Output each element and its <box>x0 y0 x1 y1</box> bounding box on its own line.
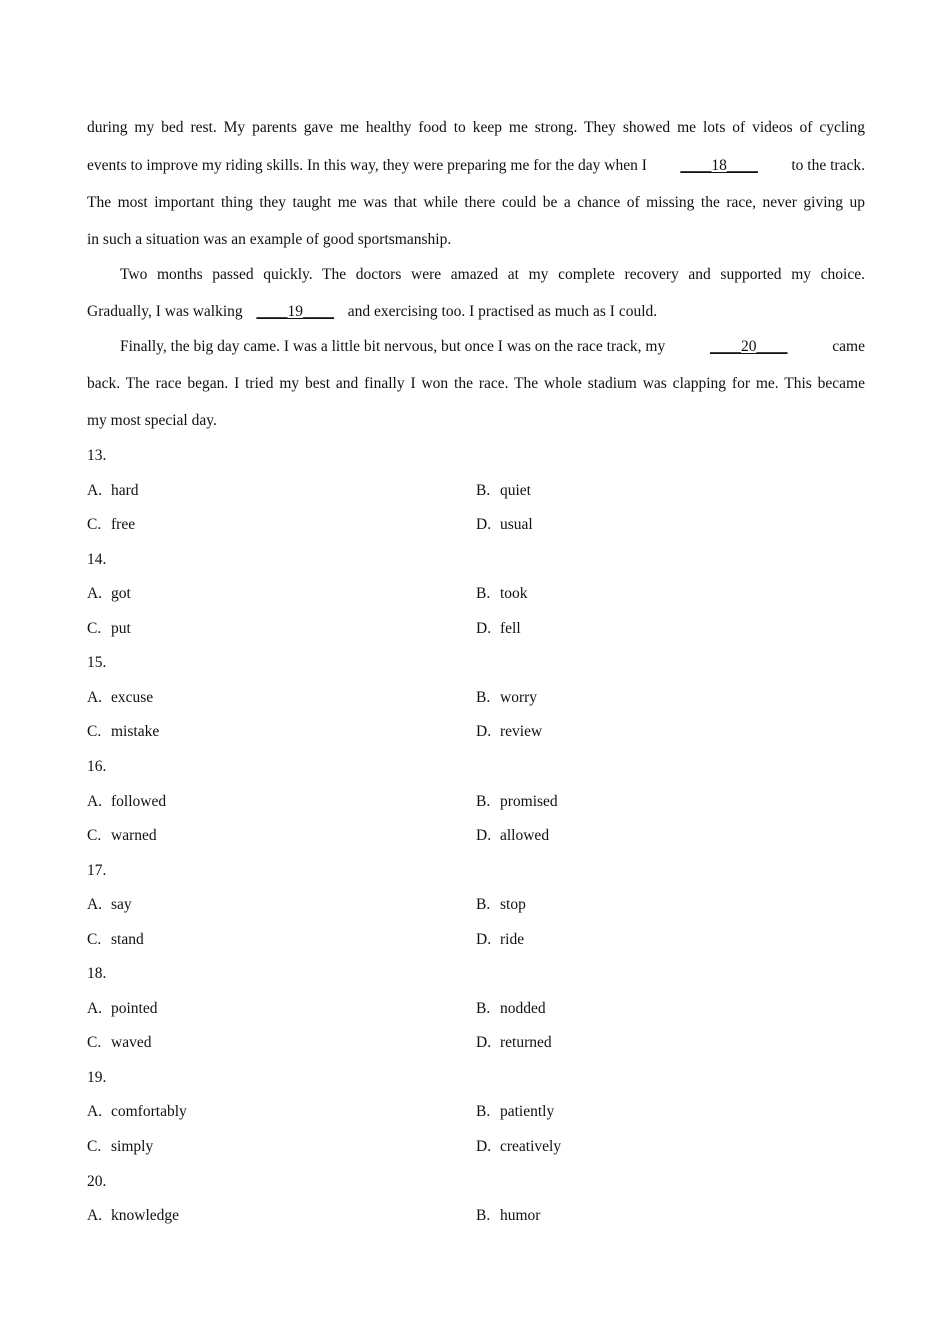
option-letter: B. <box>476 1000 491 1017</box>
option-b[interactable] <box>476 895 526 915</box>
option-text: fell <box>500 620 521 637</box>
option-letter: A. <box>87 482 103 499</box>
option-text: took <box>500 585 528 602</box>
option-text: patiently <box>500 1103 555 1120</box>
option-b[interactable] <box>476 999 546 1019</box>
option-text: warned <box>111 827 157 844</box>
option-letter: B. <box>476 585 491 602</box>
question-number: 13. <box>87 447 107 464</box>
option-letter: A. <box>87 896 103 913</box>
option-text: pointed <box>111 1000 158 1017</box>
option-text: nodded <box>500 1000 546 1017</box>
passage-line <box>87 156 865 176</box>
option-letter: D. <box>476 1138 492 1155</box>
option-letter: D. <box>476 516 492 533</box>
passage-line: my most special day. <box>87 412 217 429</box>
option-d[interactable] <box>476 722 542 742</box>
option-letter: C. <box>87 723 102 740</box>
option-text: allowed <box>500 827 550 844</box>
option-text: stand <box>111 931 144 948</box>
option-text: comfortably <box>111 1103 187 1120</box>
option-b[interactable] <box>476 481 531 501</box>
option-letter: B. <box>476 689 491 706</box>
passage-line <box>87 302 865 322</box>
option-c[interactable] <box>87 1033 151 1053</box>
question-number: 18. <box>87 965 107 982</box>
option-letter: D. <box>476 827 492 844</box>
passage-text: Gradually, I was walking <box>87 303 243 320</box>
option-a[interactable] <box>87 999 158 1019</box>
option-b[interactable] <box>476 1206 540 1226</box>
option-letter: C. <box>87 1138 102 1155</box>
question-number: 19. <box>87 1069 107 1086</box>
option-letter: D. <box>476 723 492 740</box>
option-letter: A. <box>87 1207 103 1224</box>
option-b[interactable] <box>476 584 528 604</box>
option-letter: B. <box>476 1103 491 1120</box>
option-a[interactable] <box>87 584 131 604</box>
option-text: excuse <box>111 689 154 706</box>
option-text: worry <box>500 689 538 706</box>
option-d[interactable] <box>476 826 549 846</box>
passage-line: The most important thing they taught me was that while there could be a chance of missing the race, never giving up <box>87 194 865 211</box>
option-letter: C. <box>87 827 102 844</box>
question-number: 20. <box>87 1173 107 1190</box>
option-d[interactable] <box>476 930 524 950</box>
option-a[interactable] <box>87 895 132 915</box>
option-letter: B. <box>476 482 491 499</box>
option-letter: C. <box>87 516 102 533</box>
option-text: quiet <box>500 482 531 499</box>
option-text: hard <box>111 482 139 499</box>
option-d[interactable] <box>476 1033 552 1053</box>
option-c[interactable] <box>87 619 131 639</box>
option-c[interactable] <box>87 1137 153 1157</box>
option-text: stop <box>500 896 526 913</box>
option-letter: D. <box>476 1034 492 1051</box>
passage-line: Two months passed quickly. The doctors were amazed at my complete recovery and supported my choice. <box>120 266 865 283</box>
passage-line: in such a situation was an example of good sportsmanship. <box>87 231 452 248</box>
option-text: waved <box>111 1034 152 1051</box>
option-text: say <box>111 896 132 913</box>
option-text: usual <box>500 516 533 533</box>
option-text: free <box>111 516 136 533</box>
question-number: 14. <box>87 551 107 568</box>
passage-line <box>120 337 865 357</box>
option-text: ride <box>500 931 525 948</box>
option-letter: C. <box>87 620 102 637</box>
blank-20: ____20____ <box>710 338 788 355</box>
option-letter: B. <box>476 793 491 810</box>
option-letter: A. <box>87 793 103 810</box>
option-d[interactable] <box>476 1137 561 1157</box>
passage-text: Finally, the big day came. I was a little bit nervous, but once I was on the race track, my <box>120 338 666 355</box>
option-letter: A. <box>87 1103 103 1120</box>
option-text: simply <box>111 1138 154 1155</box>
option-text: humor <box>500 1207 541 1224</box>
option-c[interactable] <box>87 930 144 950</box>
option-letter: B. <box>476 896 491 913</box>
option-text: creatively <box>500 1138 562 1155</box>
question-number: 17. <box>87 862 107 879</box>
option-b[interactable] <box>476 792 558 812</box>
option-c[interactable] <box>87 826 157 846</box>
option-letter: A. <box>87 1000 103 1017</box>
blank-18: ____18____ <box>680 157 758 174</box>
option-a[interactable] <box>87 1102 187 1122</box>
option-b[interactable] <box>476 688 537 708</box>
passage-line: during my bed rest. My parents gave me healthy food to keep me strong. They showed me lots of videos of cycling <box>87 119 865 136</box>
question-number: 15. <box>87 654 107 671</box>
option-text: review <box>500 723 543 740</box>
option-letter: B. <box>476 1207 491 1224</box>
option-a[interactable] <box>87 688 153 708</box>
passage-text: and exercising too. I practised as much as I could. <box>347 303 658 320</box>
option-text: put <box>111 620 131 637</box>
option-d[interactable] <box>476 515 533 535</box>
passage-line: back. The race began. I tried my best and finally I won the race. The whole stadium was clapping for me. This became <box>87 375 865 392</box>
option-a[interactable] <box>87 481 139 501</box>
passage-text: to the track. <box>791 157 865 174</box>
option-text: returned <box>500 1034 552 1051</box>
option-text: mistake <box>111 723 160 740</box>
option-text: got <box>111 585 131 602</box>
option-a[interactable] <box>87 1206 179 1226</box>
option-a[interactable] <box>87 792 166 812</box>
question-number: 16. <box>87 758 107 775</box>
blank-19: ____19____ <box>256 303 334 320</box>
option-text: knowledge <box>111 1207 180 1224</box>
option-letter: D. <box>476 931 492 948</box>
option-b[interactable] <box>476 1102 554 1122</box>
passage-text: events to improve my riding skills. In this way, they were preparing me for the day when I <box>87 157 647 174</box>
option-letter: A. <box>87 689 103 706</box>
passage-text: came <box>832 338 865 355</box>
option-letter: C. <box>87 931 102 948</box>
option-text: followed <box>111 793 167 810</box>
option-c[interactable] <box>87 515 135 535</box>
option-c[interactable] <box>87 722 159 742</box>
option-d[interactable] <box>476 619 521 639</box>
option-text: promised <box>500 793 558 810</box>
option-letter: C. <box>87 1034 102 1051</box>
option-letter: D. <box>476 620 492 637</box>
option-letter: A. <box>87 585 103 602</box>
